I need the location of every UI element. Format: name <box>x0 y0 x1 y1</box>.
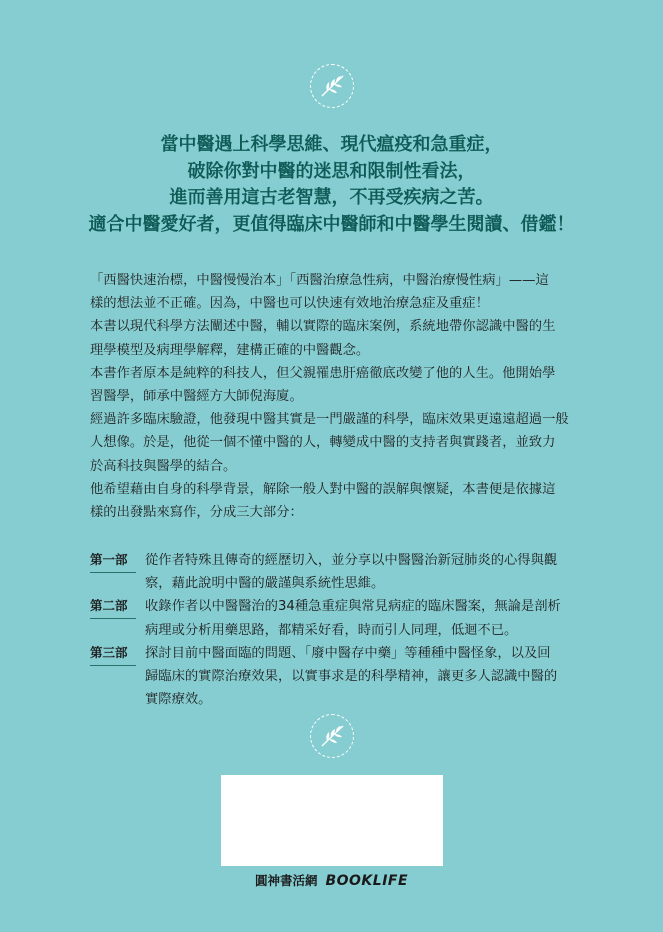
headline-line: 當中醫遇上科學思維、現代瘟疫和急重症， <box>160 134 503 155</box>
part-item <box>90 642 590 712</box>
part-label: 第三部 <box>90 642 136 666</box>
part-line: 探討目前中醫面臨的問題、「廢中醫存中藥」等種種中醫怪象，以及回 <box>145 645 551 661</box>
body-line: 理學模型及病理學解釋，建構正確的中醫觀念。 <box>90 342 370 358</box>
leaf-icon <box>317 721 347 751</box>
leaf-emblem-bottom <box>310 714 354 758</box>
body-line: 樣的想法並不正確。因為，中醫也可以快速有效地治療急症及重症！ <box>90 296 489 312</box>
part-text <box>145 595 590 641</box>
parts-list <box>90 549 590 711</box>
publisher-english-name: BOOKLIFE <box>325 873 409 889</box>
body-line: 本書作者原本是純粹的科技人，但父親罹患肝癌徹底改變了他的人生。他開始學 <box>90 365 556 381</box>
headline-line: 破除你對中醫的迷思和限制性看法， <box>187 160 476 182</box>
part-text <box>145 549 590 595</box>
part-line: 實際療效。 <box>145 692 212 708</box>
publisher-logo <box>0 871 663 889</box>
headline-line: 適合中醫愛好者，更值得臨床中醫師和中醫學生閱讀、借鑑！ <box>88 213 575 235</box>
part-line: 收錄作者以中醫醫治的34種急重症與常見病症的臨床醫案，無論是剖析 <box>145 599 561 615</box>
part-text <box>145 642 590 712</box>
part-item <box>90 595 590 641</box>
part-label: 第二部 <box>90 595 136 619</box>
description <box>90 269 590 524</box>
headline-line: 進而善用這古老智慧，不再受疾病之苦。 <box>169 187 494 208</box>
barcode-area <box>221 775 443 866</box>
body-line: 本書以現代科學方法闡述中醫，輔以實際的臨床案例，系統地帶你認識中醫的生 <box>90 319 556 335</box>
body-line: 他希望藉由自身的科學背景，解除一般人對中醫的誤解與懷疑，本書便是依據這 <box>90 481 556 497</box>
leaf-emblem-top <box>310 64 354 108</box>
body-line: 人想像。於是，他從一個不懂中醫的人，轉變成中醫的支持者與實踐者，並致力 <box>90 435 556 451</box>
headline <box>0 132 663 238</box>
part-line: 歸臨床的實際治療效果，以實事求是的科學精神，讓更多人認識中醫的 <box>145 669 558 685</box>
part-line: 病理或分析用藥思路，都精采好看，時而引人同理，低迴不已。 <box>145 622 518 638</box>
part-line: 察，藉此說明中醫的嚴謹與系統性思維。 <box>145 576 385 592</box>
body-line: 於高科技與醫學的結合。 <box>90 458 237 474</box>
part-label: 第一部 <box>90 549 136 573</box>
publisher-chinese-name: 圓神書活網 <box>254 873 318 888</box>
leaf-icon <box>317 71 347 101</box>
part-item <box>90 549 590 595</box>
body-line: 「西醫快速治標，中醫慢慢治本」「西醫治療急性病，中醫治療慢性病」——這 <box>90 273 549 288</box>
body-line: 經過許多臨床驗證，他發現中醫其實是一門嚴謹的科學，臨床效果更遠遠超過一般 <box>90 412 569 428</box>
part-line: 從作者特殊且傳奇的經歷切入，並分享以中醫醫治新冠肺炎的心得與觀 <box>145 553 558 568</box>
body-line: 習醫學，師承中醫經方大師倪海廈。 <box>90 389 303 405</box>
body-line: 樣的出發點來寫作，分成三大部分： <box>90 505 303 521</box>
